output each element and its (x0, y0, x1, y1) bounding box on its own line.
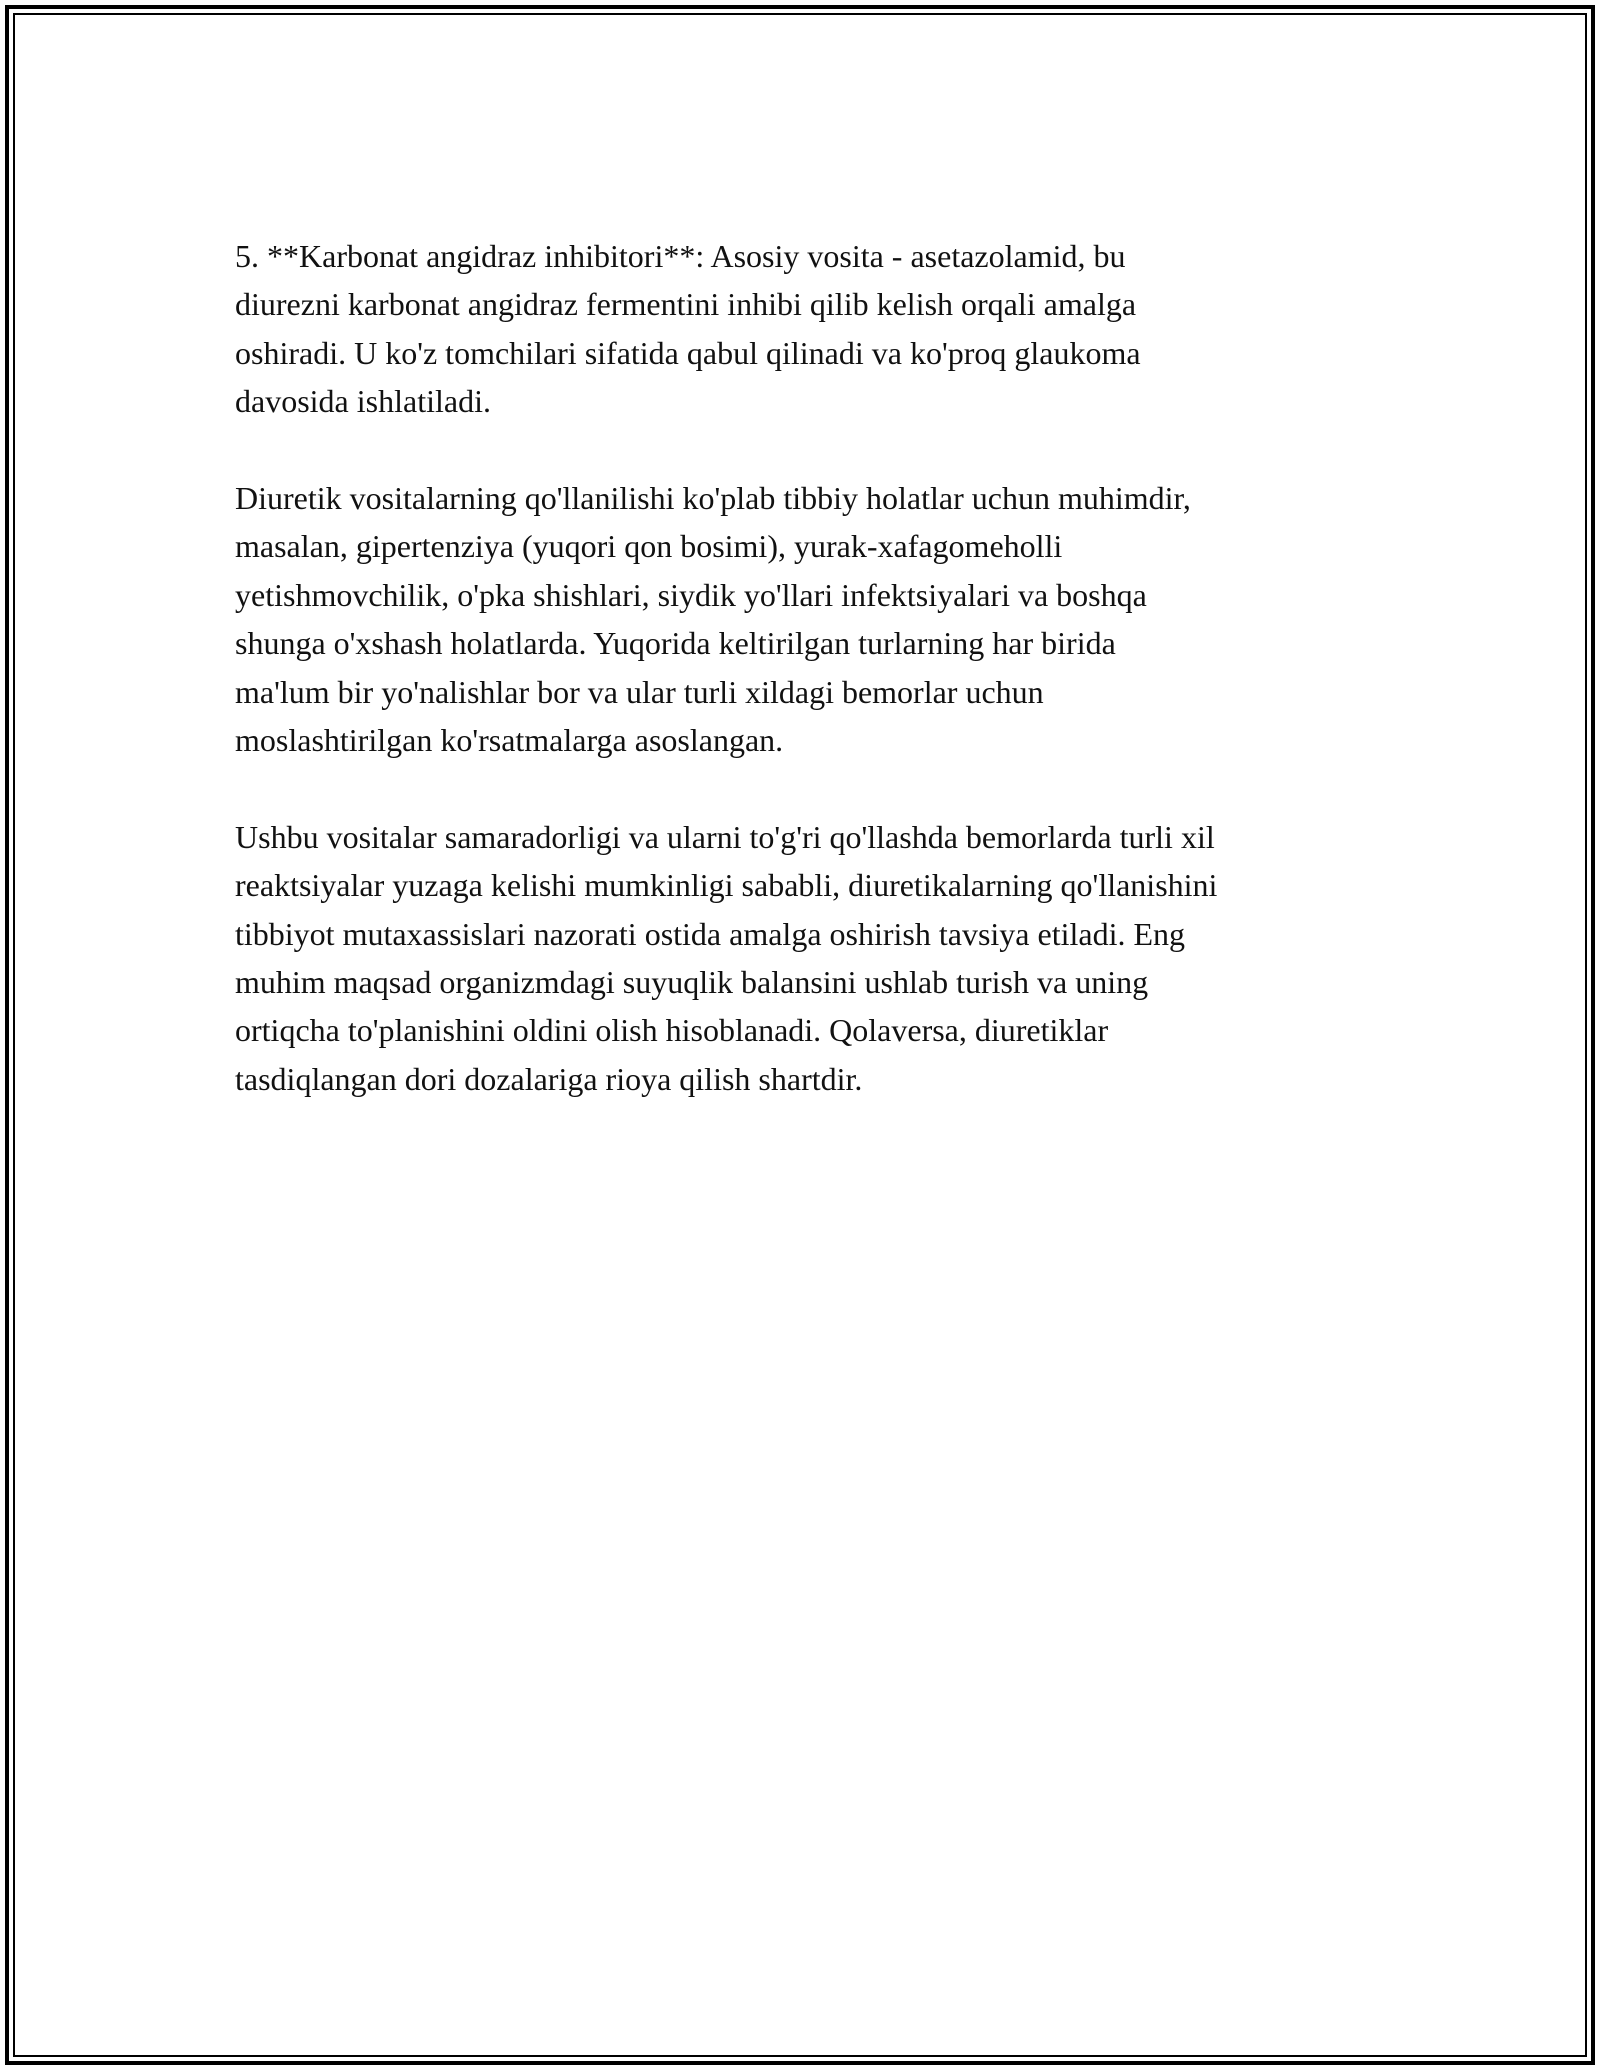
text-line: tasdiqlangan dori dozalariga rioya qilish shartdir. (235, 1060, 863, 1097)
text-line: diurezni karbonat angidraz fermentini inhibi qilib kelish orqali amalga (235, 286, 1137, 323)
paragraph-diuretik-qollanilishi (235, 474, 1385, 764)
text-line: Ushbu vositalar samaradorligi va ularni to'g'ri qo'llashda bemorlarda turli xil (235, 818, 1215, 855)
paragraph-vositalar-samaradorligi (235, 813, 1385, 1103)
paragraph-karbonat-angidraz (235, 232, 1385, 426)
text-line: shunga o'xshash holatlarda. Yuqorida keltirilgan turlarning har birida (235, 625, 1116, 662)
text-line: ma'lum bir yo'nalishlar bor va ular turli xildagi bemorlar uchun (235, 673, 1044, 710)
text-line: oshiradi. U ko'z tomchilari sifatida qabul qilinadi va ko'proq glaukoma (235, 334, 1141, 371)
text-line: reaktsiyalar yuzaga kelishi mumkinligi sababli, diuretikalarning qo'llanishini (235, 867, 1218, 904)
text-line: tibbiyot mutaxassislari nazorati ostida amalga oshirish tavsiya etiladi. Eng (235, 915, 1186, 952)
text-line: moslashtirilgan ko'rsatmalarga asoslangan. (235, 722, 784, 759)
text-line: 5. **Karbonat angidraz inhibitori**: Asosiy vosita - asetazolamid, bu (235, 238, 1126, 274)
text-line: Diuretik vositalarning qo'llanilishi ko'plab tibbiy holatlar uchun muhimdir, (235, 480, 1191, 517)
text-line: muhim maqsad organizmdagi suyuqlik balansini ushlab turish va uning (235, 964, 1149, 1001)
text-line: yetishmovchilik, o'pka shishlari, siydik yo'llari infektsiyalari va boshqa (235, 576, 1147, 613)
text-line: davosida ishlatiladi. (235, 383, 491, 420)
document-body (235, 232, 1385, 1152)
text-line: masalan, gipertenziya (yuqori qon bosimi), yurak-xafagomeholli (235, 528, 1063, 565)
text-line: ortiqcha to'planishini oldini olish hisoblanadi. Qolaversa, diuretiklar (235, 1012, 1109, 1049)
